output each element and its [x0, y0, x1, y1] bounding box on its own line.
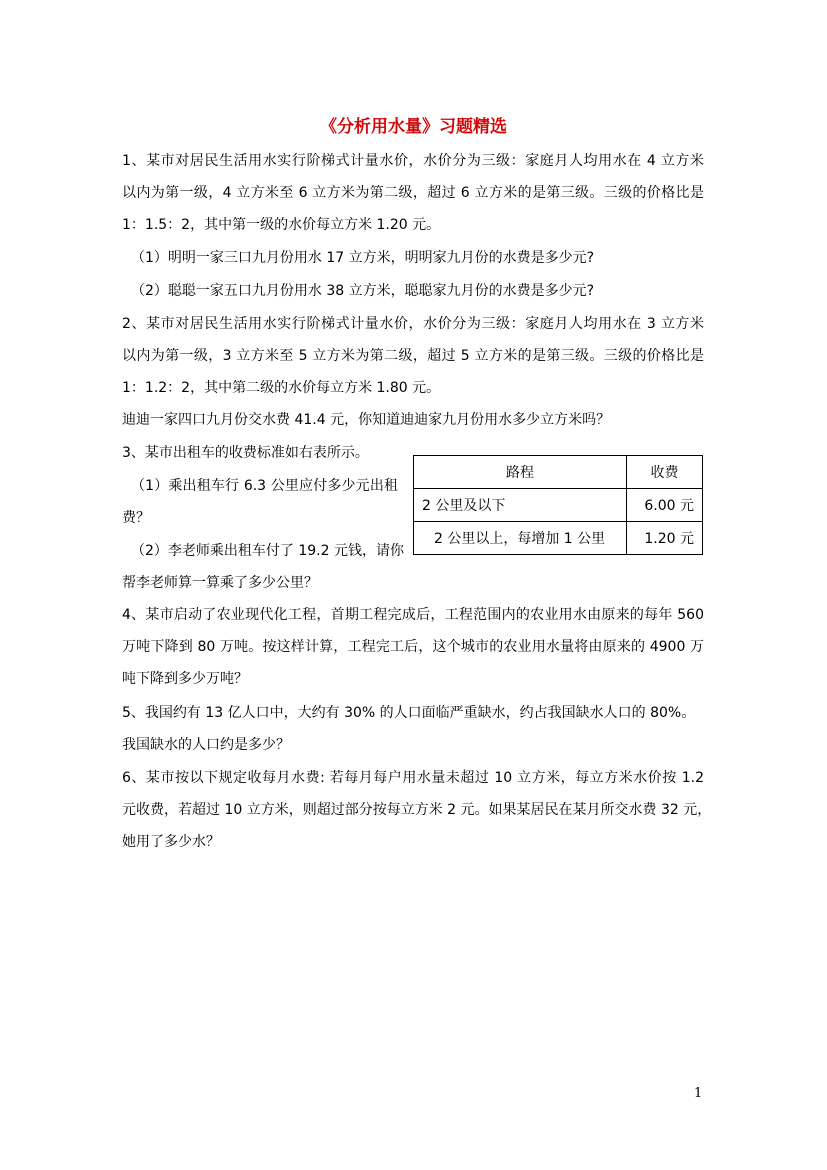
- q2-line-3: 1：1.2：2，其中第二级的水价每立方米 1.80 元。: [122, 380, 441, 396]
- q3-subquestion-2: （2）李老师乘出租车付了 19.2 元钱，请你: [131, 543, 404, 559]
- table-cell: 2 公里及以下: [414, 489, 627, 522]
- q3-subquestion-1-cont: 费？: [122, 510, 150, 526]
- table-cell: 2 公里以上，每增加 1 公里: [414, 522, 627, 555]
- table-header-distance: 路程: [414, 456, 627, 489]
- q3-subquestion-2-cont: 帮李老师算一算乘了多少公里？: [122, 575, 318, 591]
- q5-line-2: 我国缺水的人口约是多少？: [122, 737, 290, 753]
- q4-line-1: 4、某市启动了农业现代化工程，首期工程完成后，工程范围内的农业用水由原来的每年 560: [122, 607, 704, 623]
- table-cell: 6.00 元: [627, 489, 703, 522]
- q2-line-2: 以内为第一级，3 立方米至 5 立方米为第二级，超过 5 立方米的是第三级。三级的价格比是: [122, 348, 704, 364]
- table-header-fee: 收费: [627, 456, 703, 489]
- q3-line-1: 3、某市出租车的收费标准如右表所示。: [122, 445, 369, 461]
- q2-line-4: 迪迪一家四口九月份交水费 41.4 元，你知道迪迪家九月份用水多少立方米吗？: [122, 412, 611, 428]
- table-cell: 1.20 元: [627, 522, 703, 555]
- page-title: 《分析用水量》习题精选: [320, 117, 507, 137]
- table-row: [414, 522, 703, 555]
- q4-line-3: 吨下降到多少万吨？: [122, 671, 248, 687]
- page-number: 1: [694, 1086, 703, 1101]
- q3-subquestion-1: （1）乘出租车行 6.3 公里应付多少元出租: [131, 478, 398, 494]
- q6-line-1: 6、某市按以下规定收每月水费: 若每月每户用水量未超过 10 立方米，每立方米水价按 1.2: [122, 770, 704, 786]
- q1-subquestion-2: （2）聪聪一家五口九月份用水 38 立方米，聪聪家九月份的水费是多少元?: [131, 283, 595, 299]
- fare-table: [413, 455, 703, 555]
- q4-line-2: 万吨下降到 80 万吨。按这样计算，工程完工后，这个城市的农业用水量将由原来的 4900 万: [122, 639, 704, 655]
- q6-line-2: 元收费，若超过 10 立方米，则超过部分按每立方米 2 元。如果某居民在某月所交水费 32 元，: [122, 802, 712, 818]
- table-header-row: [414, 456, 703, 489]
- q2-line-1: 2、某市对居民生活用水实行阶梯式计量水价，水价分为三级：家庭月人均用水在 3 立方米: [122, 316, 704, 332]
- q1-line-1: 1、某市对居民生活用水实行阶梯式计量水价，水价分为三级：家庭月人均用水在 4 立方米: [122, 153, 704, 169]
- q1-line-2: 以内为第一级，4 立方米至 6 立方米为第二级，超过 6 立方米的是第三级。三级的价格比是: [122, 185, 704, 201]
- table-row: [414, 489, 703, 522]
- q5-line-1: 5、我国约有 13 亿人口中，大约有 30% 的人口面临严重缺水，约占我国缺水人口的 80%。: [122, 705, 696, 721]
- q1-subquestion-1: （1）明明一家三口九月份用水 17 立方米，明明家九月份的水费是多少元?: [131, 250, 595, 266]
- q1-line-3: 1：1.5：2，其中第一级的水价每立方米 1.20 元。: [122, 217, 441, 233]
- q6-line-3: 她用了多少水？: [122, 834, 220, 850]
